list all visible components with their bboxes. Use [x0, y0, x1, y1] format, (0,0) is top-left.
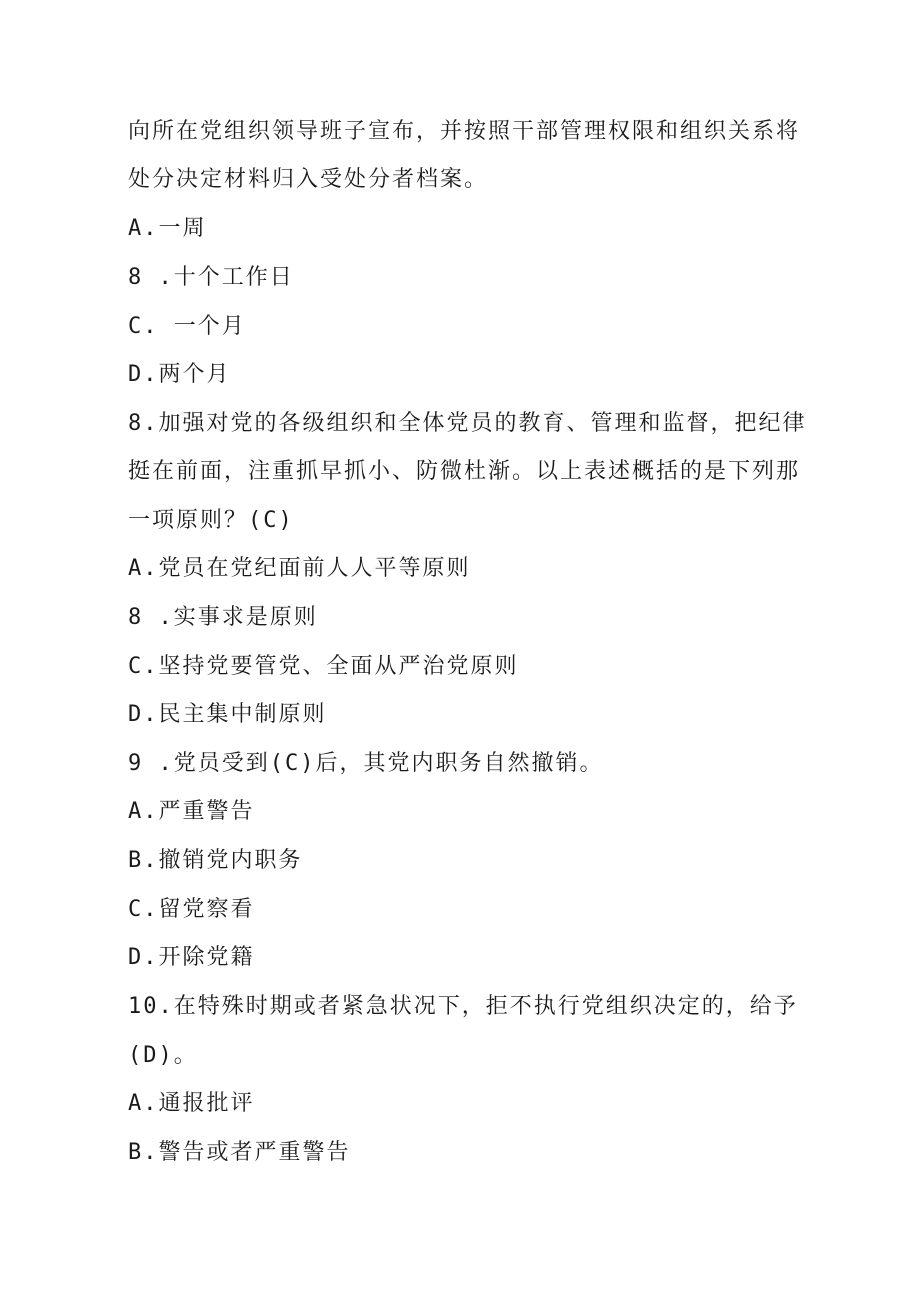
- question-line: 一项原则？(C): [128, 508, 294, 533]
- option-line: A.党员在党纪面前人人平等原则: [128, 556, 471, 581]
- option-line: 8 .十个工作日: [128, 265, 294, 290]
- option-line: A.严重警告: [128, 799, 255, 824]
- question-line: 挺在前面，注重抓早抓小、防微杜渐。以上表述概括的是下列那: [128, 459, 801, 484]
- option-line: C.留党察看: [128, 897, 255, 922]
- text-line: 向所在党组织领导班子宣布，并按照干部管理权限和组织关系将: [128, 119, 801, 144]
- question-line: 10.在特殊时期或者紧急状况下，拒不执行党组织决定的，给予: [128, 994, 798, 1019]
- option-line: A.一周: [128, 216, 207, 241]
- option-line: C.坚持党要管党、全面从严治党原则: [128, 654, 519, 679]
- question-line: 9 .党员受到(C)后，其党内职务自然撤销。: [128, 751, 604, 776]
- question-line: 8.加强对党的各级组织和全体党员的教育、管理和监督，把纪律: [128, 411, 807, 436]
- option-line: D.开除党籍: [128, 945, 255, 970]
- text-line: 处分决定材料归入受处分者档案。: [128, 167, 489, 192]
- option-line: B.警告或者严重警告: [128, 1140, 351, 1165]
- option-line: 8 .实事求是原则: [128, 605, 318, 630]
- option-line: D.民主集中制原则: [128, 702, 327, 727]
- option-line: A.通报批评: [128, 1091, 255, 1116]
- question-line: (D)。: [128, 1043, 198, 1068]
- option-line: B.撤销党内职务: [128, 848, 303, 873]
- option-line: D.两个月: [128, 362, 231, 387]
- option-line: C. 一个月: [128, 314, 246, 339]
